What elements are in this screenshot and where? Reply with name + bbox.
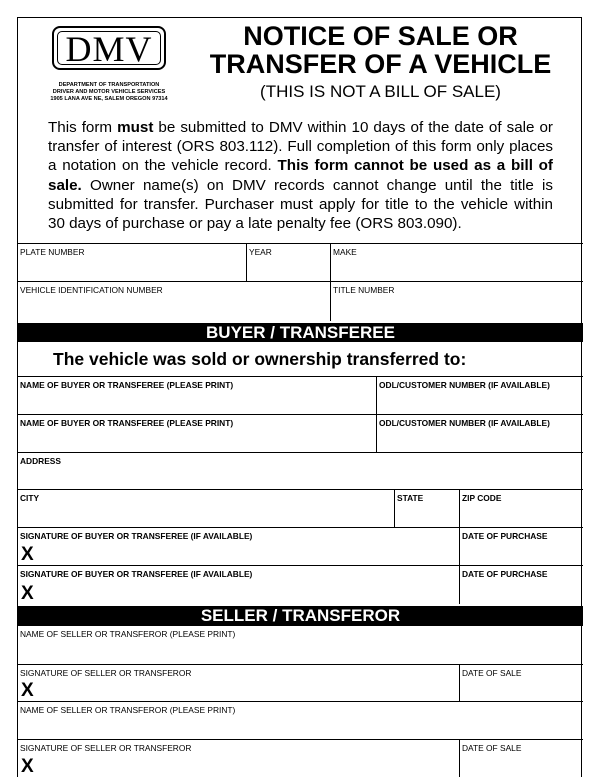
city-row [18,489,583,527]
sold-to-heading: The vehicle was sold or ownership transferred to: [53,349,467,369]
seller-signature-row-1 [18,664,583,701]
buyer-signature-field-1[interactable] [18,528,459,565]
vin-field[interactable] [18,282,330,321]
buyer-signature-row-2 [18,565,583,604]
form-title-line-1: NOTICE OF SALE OR [243,21,518,51]
buyer-odl-label: ODL/CUSTOMER NUMBER (IF AVAILABLE) [379,380,550,390]
title-number-field[interactable] [330,282,583,321]
year-field[interactable] [246,244,330,281]
purchase-date-label: DATE OF PURCHASE [462,569,548,579]
sale-date-field-1[interactable] [459,665,583,701]
seller-name-row-2 [18,701,583,739]
make-field[interactable] [330,244,583,281]
seller-signature-label: SIGNATURE OF SELLER OR TRANSFEROR [20,743,192,753]
sale-date-label: DATE OF SALE [462,668,522,678]
address-field[interactable] [18,453,583,489]
seller-signature-field-1[interactable] [18,665,459,701]
purchase-date-field-2[interactable] [459,566,583,604]
dmv-logo [34,24,174,106]
buyer-name-label: NAME OF BUYER OR TRANSFEREE (PLEASE PRINT) [20,418,234,428]
purchase-date-field-1[interactable] [459,528,583,565]
seller-signature-field-2[interactable] [18,740,459,777]
signature-x-mark: X [21,583,34,604]
buyer-name-field-2[interactable] [18,415,376,452]
vin-label: VEHICLE IDENTIFICATION NUMBER [20,285,163,295]
vehicle-row-1 [18,243,583,281]
buyer-name-label: NAME OF BUYER OR TRANSFEREE (PLEASE PRINT) [20,380,234,390]
signature-x-mark: X [21,756,34,777]
buyer-name-row-1 [18,376,583,414]
year-label: YEAR [249,247,272,257]
buyer-name-row-2 [18,414,583,452]
seller-name-label: NAME OF SELLER OR TRANSFEROR (PLEASE PRINT) [20,629,236,639]
plate-number-field[interactable] [18,244,246,281]
agency-line-1: DEPARTMENT OF TRANSPORTATION [58,82,160,88]
form-title-line-2: TRANSFER OF A VEHICLE [209,49,552,79]
form-page [17,17,582,777]
state-field[interactable] [394,490,459,527]
zip-label: ZIP CODE [462,493,502,503]
buyer-section-header: BUYER / TRANSFEREE [18,323,583,342]
seller-name-label: NAME OF SELLER OR TRANSFEROR (PLEASE PRINT) [20,705,236,715]
purchase-date-label: DATE OF PURCHASE [462,531,548,541]
city-field[interactable] [18,490,394,527]
seller-section-header: SELLER / TRANSFEROR [18,606,583,625]
signature-x-mark: X [21,544,34,565]
form-subtitle: (THIS IS NOT A BILL OF SALE) [260,82,501,101]
state-label: STATE [397,493,424,503]
signature-x-mark: X [21,680,34,701]
intro-paragraph: This form must be submitted to DMV within 10 days of the date of sale or transfer of interest (ORS 803.112). Full completion of this form only places a notation on the vehicle record. This form cannot be used as a bill of sale. Owner name(s) on DMV records cannot change until the title is submitted for transfer. Purchaser must apply for title to the vehicle within 30 days of purchase or pay a late penalty fee (ORS 803.090). [48,119,553,233]
buyer-signature-label: SIGNATURE OF BUYER OR TRANSFEREE (IF AVAILABLE) [20,569,253,579]
logo-text: DMV [65,29,153,69]
sale-date-label: DATE OF SALE [462,743,522,753]
buyer-name-field-1[interactable] [18,377,376,414]
buyer-signature-row-1 [18,527,583,565]
seller-name-field-1[interactable] [18,626,583,664]
title-number-label: TITLE NUMBER [333,285,395,295]
seller-signature-row-2 [18,739,583,777]
buyer-odl-field-2[interactable] [376,415,583,452]
logo-frame [52,26,166,70]
seller-signature-label: SIGNATURE OF SELLER OR TRANSFEROR [20,668,192,678]
agency-address: 1905 LANA AVE NE, SALEM OREGON 97314 [50,96,168,102]
agency-line-2: DRIVER AND MOTOR VEHICLE SERVICES [52,89,166,95]
seller-name-row-1 [18,625,583,664]
zip-field[interactable] [459,490,583,527]
buyer-odl-label: ODL/CUSTOMER NUMBER (IF AVAILABLE) [379,418,550,428]
buyer-signature-label: SIGNATURE OF BUYER OR TRANSFEREE (IF AVAILABLE) [20,531,253,541]
vehicle-row-2 [18,281,583,321]
address-row [18,452,583,489]
seller-name-field-2[interactable] [18,702,583,739]
buyer-odl-field-1[interactable] [376,377,583,414]
address-label: ADDRESS [20,456,61,466]
city-label: CITY [20,493,40,503]
make-label: MAKE [333,247,357,257]
buyer-signature-field-2[interactable] [18,566,459,604]
plate-number-label: PLATE NUMBER [20,247,85,257]
sale-date-field-2[interactable] [459,740,583,777]
